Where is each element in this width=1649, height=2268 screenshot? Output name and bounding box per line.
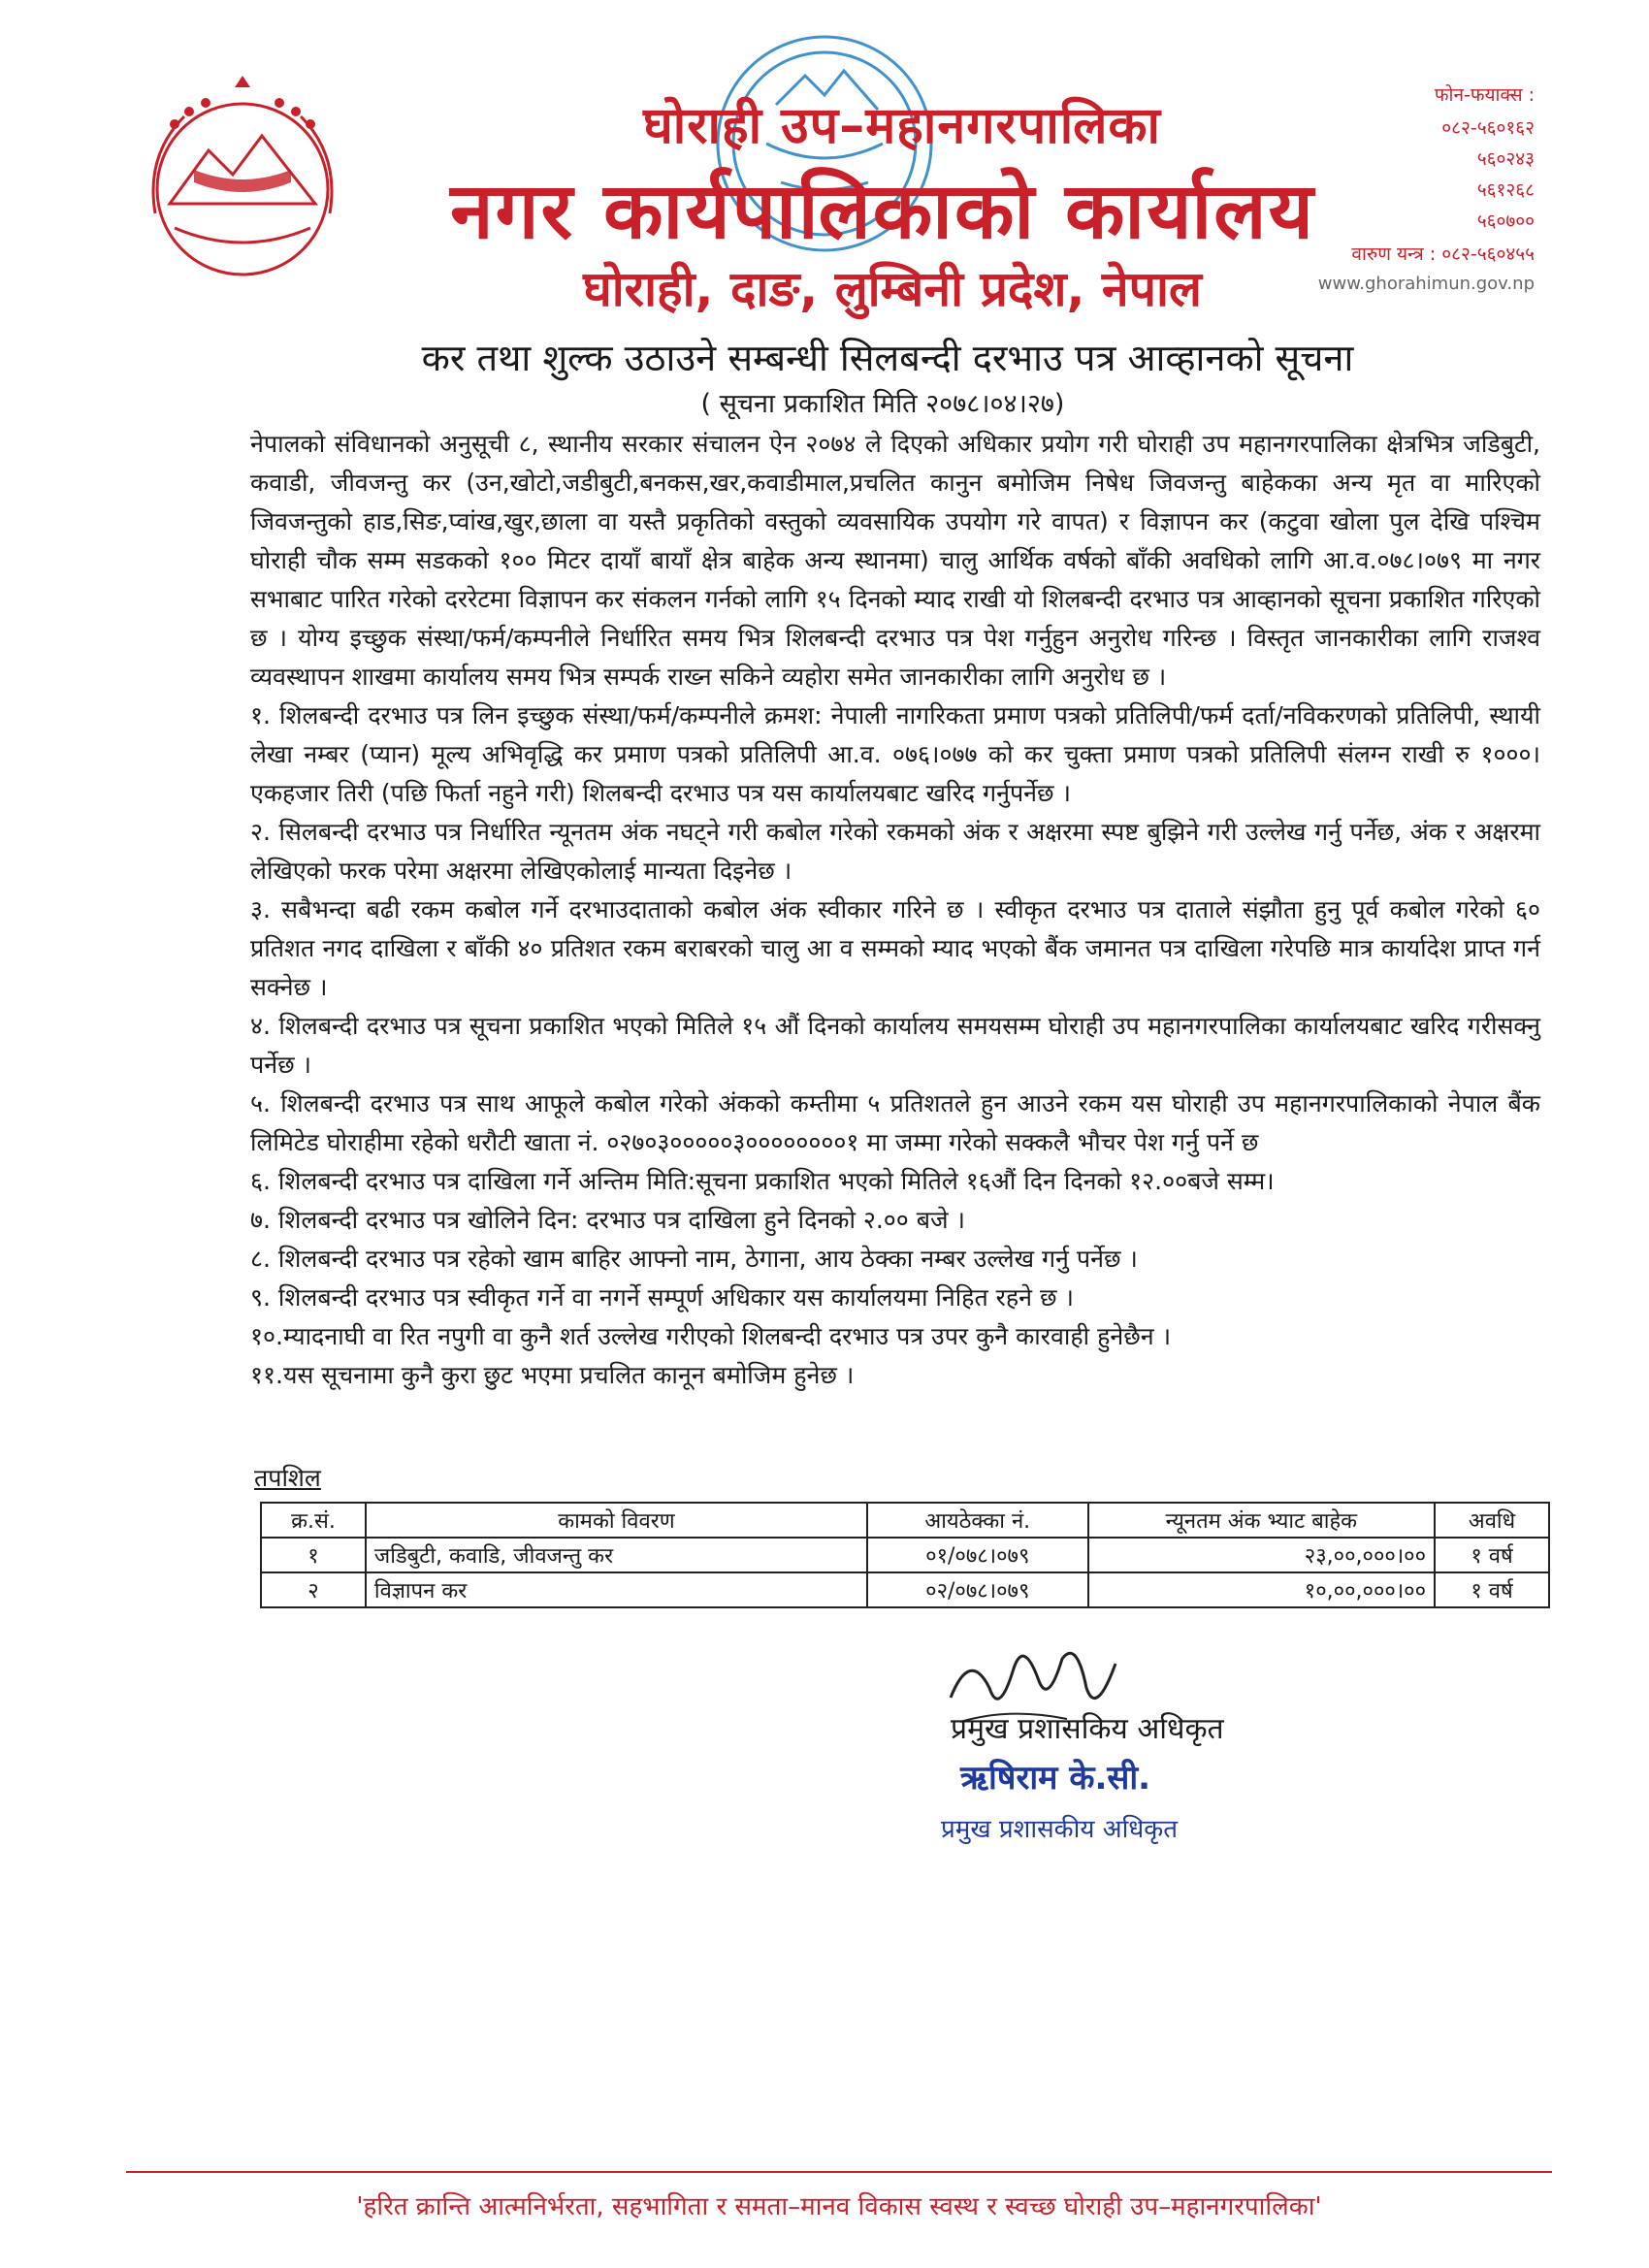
table-cell: २३,००,०००।००: [1088, 1538, 1435, 1572]
schedule-label: तपशिल: [254, 1464, 321, 1492]
table-cell: १: [261, 1538, 366, 1572]
notice-title: कर तथा शुल्क उठाउने सम्बन्धी सिलबन्दी दरभाउ पत्र आव्हानको सूचना: [421, 337, 1354, 379]
notice-intro: नेपालको संविधानको अनुसूची ८, स्थानीय सरकार संचालन ऐन २०७४ ले दिएको अधिकार प्रयोग गरी घोराही उप महानगरपालिका क्षेत्रभित्र जडिबुटी, कवाडी, जीवजन्तु कर (उन,खोटो,जडीबुटी,बनकस,खर,कवाडीमाल,प्रचलित कानुन बमोजिम निषेध जिवजन्तु बाहेकका अन्य मृत वा मारिएको जिवजन्तुको हाड,सिङ,प्वांख,खुर,छाला वा यस्तै प्रकृतिको वस्तुको व्यवसायिक उपयोग गरे वापत) र विज्ञापन कर (कटुवा खोला पुल देखि पश्चिम घोराही चौक सम्म सडकको १०० मिटर दायाँ बायाँ क्षेत्र बाहेक अन्य स्थानमा) चालु आर्थिक वर्षको बाँकी अवधिको लागि आ.व.०७८।०७९ मा नगर सभाबाट पारित गरेको दररेटमा विज्ञापन कर संकलन गर्नको लागि १५ दिनको म्याद राखी यो शिलबन्दी दरभाउ पत्र आव्हानको सूचना प्रकाशित गरिएको छ । योग्य इच्छुक संस्था/फर्म/कम्पनीले निर्धारित समय भित्र शिलबन्दी दरभाउ पत्र पेश गर्नुहुन अनुरोध गरिन्छ । विस्तृत जानकारीका लागि राजश्व व्यवस्थापन शाखमा कार्यालय समय भित्र सम्पर्क राख्न सकिने व्यहोरा समेत जानकारीका लागि अनुरोध छ ।: [250, 430, 1540, 691]
table-cell: जडिबुटी, कवाडि, जीवजन्तु कर: [366, 1538, 867, 1572]
notice-item: ६. शिलबन्दी दरभाउ पत्र दाखिला गर्ने अन्तिम मिति:सूचना प्रकाशित भएको मितिले १६औं दिन दिनको १२.००बजे सम्म।: [250, 1167, 1275, 1195]
column-header: आयठेक्का नं.: [867, 1503, 1088, 1538]
notice-item: ४. शिलबन्दी दरभाउ पत्र सूचना प्रकाशित भएको मितिले १५ औं दिनको कार्यालय समयसम्म घोराही उप महानगरपालिका कार्यालयबाट खरिद गरीसक्नु पर्नेछ ।: [250, 1012, 1540, 1079]
signatory-title: प्रमुख प्रशासकिय अधिकृत: [951, 1712, 1224, 1746]
column-header: कामको विवरण: [366, 1503, 867, 1538]
phone-3: ५६१२६८: [1476, 179, 1535, 201]
municipality-name: घोराही उप–महानगरपालिका: [643, 97, 1161, 155]
phone-1: ०८२-५६०१६२: [1441, 117, 1535, 139]
contact-label: फोन-फयाक्स :: [1434, 84, 1535, 106]
phone-4: ५६०७००: [1476, 211, 1535, 232]
phone-2: ५६०२४३: [1476, 148, 1535, 170]
column-header: अवधि: [1435, 1503, 1549, 1538]
table-row: [261, 1572, 1549, 1607]
table-cell: ०१/०७८।०७९: [867, 1538, 1088, 1572]
notice-item: ५. शिलबन्दी दरभाउ पत्र साथ आफूले कबोल गरेको अंकको कम्तीमा ५ प्रतिशतले हुन आउने रकम यस घोराही उप महानगरपालिकाको नेपाल बैंक लिमिटेड घोराहीमा रहेको धरौटी खाता नं. ०२७०३०००००३००००००००१ मा जम्मा गरेको सक्कलै भौचर पेश गर्नु पर्ने छ: [250, 1089, 1540, 1156]
table-cell: १ वर्ष: [1435, 1538, 1549, 1572]
table-cell: १ वर्ष: [1435, 1572, 1549, 1607]
column-header: क्र.सं.: [261, 1503, 366, 1538]
notice-item: १०.म्यादनाघी वा रित नपुगी वा कुनै शर्त उल्लेख गरीएको शिलबन्दी दरभाउ पत्र उपर कुनै कारवाही हुनेछैन ।: [250, 1322, 1172, 1350]
table-cell: २: [261, 1572, 366, 1607]
notice-item: ८. शिलबन्दी दरभाउ पत्र रहेको खाम बाहिर आफ्नो नाम, ठेगाना, आय ठेक्का नम्बर उल्लेख गर्नु पर्नेछ ।: [250, 1245, 1138, 1273]
notice-item: ३. सबैभन्दा बढी रकम कबोल गर्ने दरभाउदाताको कबोल अंक स्वीकार गरिने छ । स्वीकृत दरभाउ पत्र दाताले संझौता हुनु पूर्व कबोल गरेको ६० प्रतिशत नगद दाखिला र बाँकी ४० प्रतिशत रकम बराबरको चालु आ व सम्मको म्याद भएको बैंक जमानत पत्र दाखिला गरेपछि मात्र कार्यादेश प्राप्त गर्न सक्नेछ ।: [250, 895, 1540, 1001]
table-cell: १०,००,०००।००: [1088, 1572, 1435, 1607]
schedule-table: [260, 1502, 1550, 1608]
notice-item: ९. शिलबन्दी दरभाउ पत्र स्वीकृत गर्ने वा नगर्ने सम्पूर्ण अधिकार यस कार्यालयमा निहित रहने छ ।: [250, 1283, 1074, 1312]
table-header-row: [261, 1503, 1549, 1538]
notice-item: ११.यस सूचनामा कुनै कुरा छुट भएमा प्रचलित कानून बमोजिम हुनेछ ।: [250, 1361, 855, 1389]
footer-slogan: 'हरित क्रान्ति आत्मनिर्भरता, सहभागिता र समता–मानव विकास स्वस्थ र स्वच्छ घोराही उप–महानगरपालिका': [356, 2192, 1322, 2221]
notice-item: ७. शिलबन्दी दरभाउ पत्र खोलिने दिन: दरभाउ पत्र दाखिला हुने दिनको २.०० बजे ।: [250, 1206, 966, 1234]
signatory-designation: प्रमुख प्रशासकीय अधिकृत: [941, 1815, 1179, 1844]
website-link[interactable]: www.ghorahimun.gov.np: [1317, 274, 1535, 294]
table-cell: ०२/०७८।०७९: [867, 1572, 1088, 1607]
notice-item: १. शिलबन्दी दरभाउ पत्र लिन इच्छुक संस्था/फर्म/कम्पनीले क्रमश: नेपाली नागरिकता प्रमाण पत्रको प्रतिलिपी/फर्म दर्ता/नविकरणको प्रतिलिपी, स्थायी लेखा नम्बर (प्यान) मूल्य अभिवृद्धि कर प्रमाण पत्रको प्रतिलिपी आ.व. ०७६।०७७ को कर चुक्ता प्रमाण पत्रको प्रतिलिपी संलग्न राखी रु १०००। एकहजार तिरी (पछि फिर्ता नहुने गरी) शिलबन्दी दरभाउ पत्र यस कार्यालयबाट खरिद गर्नुपर्नेछ ।: [250, 701, 1540, 807]
office-name: नगर कार्यपालिकाको कार्यालय: [450, 166, 1315, 256]
fire-engine-number: वारुण यन्त्र : ०८२-५६०४५५: [1351, 243, 1535, 265]
notice-body: [250, 425, 1540, 1395]
notice-item: २. सिलबन्दी दरभाउ पत्र निर्धारित न्यूनतम अंक नघट्ने गरी कबोल गरेको रकमको अंक र अक्षरमा स्पष्ट बुझिने गरी उल्लेख गर्नु पर्नेछ, अंक र अक्षरमा लेखिएको फरक परेमा अक्षरमा लेखिएकोलाई मान्यता दिइनेछ ।: [250, 818, 1540, 885]
office-address: घोराही, दाङ, लुम्बिनी प्रदेश, नेपाल: [583, 261, 1202, 317]
table-cell: विज्ञापन कर: [366, 1572, 867, 1607]
column-header: न्यूनतम अंक भ्याट बाहेक: [1088, 1503, 1435, 1538]
municipality-emblem: [116, 68, 369, 301]
footer-divider: [126, 2171, 1552, 2173]
notice-publish-date: ( सूचना प्रकाशित मिति २०७८।०४।२७): [700, 389, 1065, 419]
signatory-name: ऋषिराम के.सी.: [960, 1759, 1151, 1798]
table-row: [261, 1538, 1549, 1572]
